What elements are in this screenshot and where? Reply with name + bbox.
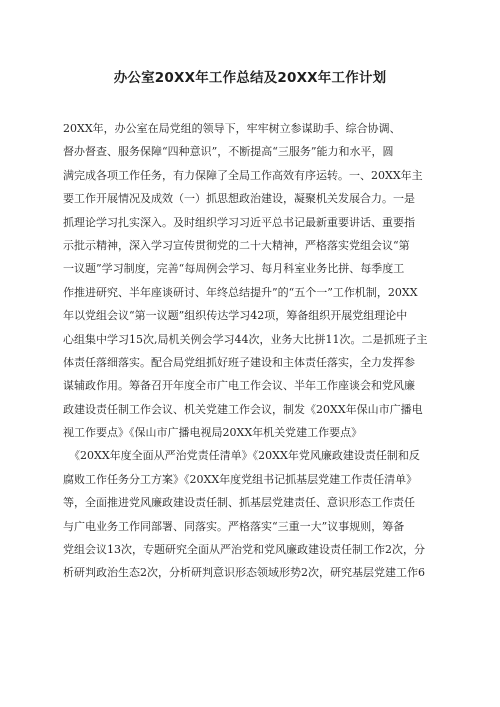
paragraph xyxy=(63,117,435,444)
text-line: 作推进研究、半年座谈研讨、年终总结提升”的“五个一”工作机制，20XX xyxy=(63,285,418,299)
text-line: 《20XX年度全面从严治党责任清单》《20XX年党风廉政建设责任制和反 xyxy=(69,449,420,463)
text-line: 党组会议13次，专题研究全面从严治党和党风廉政建设责任制工作2次，分 xyxy=(63,543,425,557)
text-line: 一议题”学习制度，完善“每周例会学习、每月科室业务比拼、每季度工 xyxy=(63,262,405,276)
text-line: 体责任落细落实。配合局党组抓好班子建设和主体责任落实，全力发挥参 xyxy=(63,355,415,369)
text-line: 视工作要点》《保山市广播电视局20XX年机关党建工作要点》 xyxy=(63,426,363,440)
text-line: 满完成各项工作任务，有力保障了全局工作高效有序运转。一、20XX年主 xyxy=(63,168,423,182)
paragraph xyxy=(63,444,435,584)
text-line: 谋辅政作用。筹备召开年度全市广电工作会议、半年工作座谈会和党风廉 xyxy=(63,379,415,393)
text-line: 年以党组会议“第一议题”组织传达学习42项，筹备组织开展党组理论中 xyxy=(63,309,408,323)
text-line: 等，全面推进党风廉政建设责任制、抓基层党建责任、意识形态工作责任 xyxy=(63,496,415,510)
text-line: 政建设责任制工作会议、机关党建工作会议，制发《20XX年保山市广播电 xyxy=(63,402,423,416)
text-line: 抓理论学习扎实深入。及时组织学习习近平总书记最新重要讲话、重要指 xyxy=(63,215,415,229)
text-line: 督办督查、服务保障“四种意识”，不断提高“三服务”能力和水平，圆 xyxy=(63,145,394,159)
text-line: 腐败工作任务分工方案》《20XX年度党组书记抓基层党建工作责任清单》 xyxy=(63,472,418,486)
text-line: 与广电业务工作同部署、同落实。严格落实“三重一大”议事规则，筹备 xyxy=(63,519,405,533)
document-body xyxy=(63,117,435,585)
text-line: 心组集中学习15次,局机关例会学习44次，业务大比拼11次。二是抓班子主 xyxy=(63,332,428,346)
text-line: 要工作开展情况及成效（一）抓思想政治建设，凝聚机关发展合力。一是 xyxy=(63,192,415,206)
document-title: 办公室20XX年工作总结及20XX年工作计划 xyxy=(113,70,387,86)
text-line: 20XX年，办公室在局党组的领导下，牢牢树立参谋助手、综合协调、 xyxy=(63,122,401,135)
text-line: 析研判政治生态2次，分析研判意识形态领域形势2次，研究基层党建工作6 xyxy=(63,566,425,580)
text-line: 示批示精神，深入学习宣传贯彻党的二十大精神，严格落实党组会议“第 xyxy=(63,238,410,252)
